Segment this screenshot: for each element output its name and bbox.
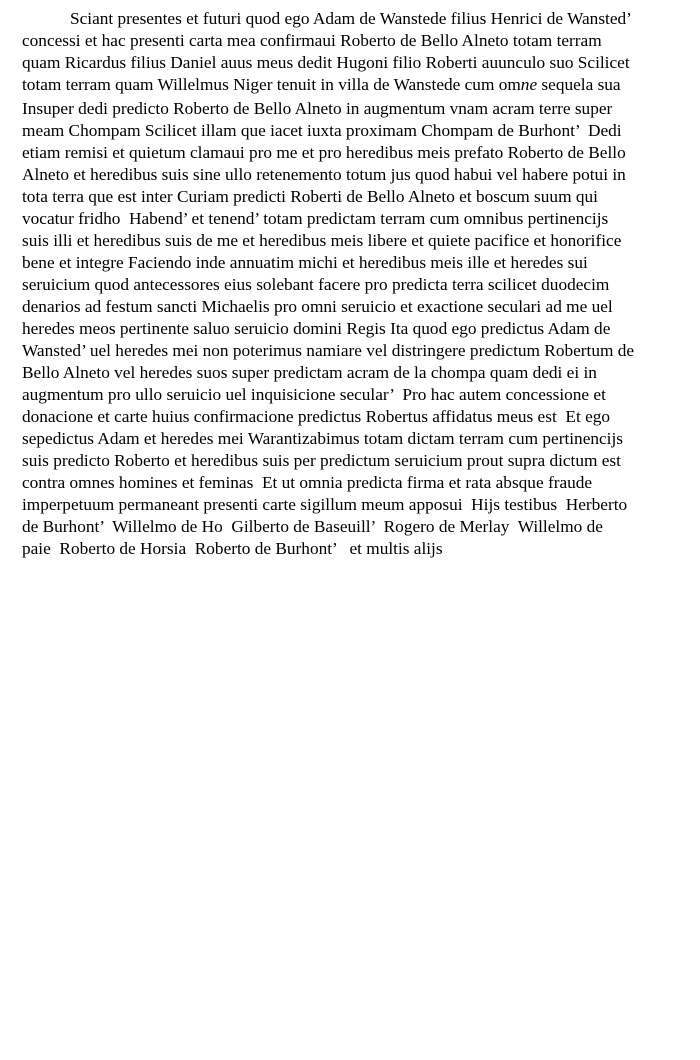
text-line bbox=[22, 472, 592, 494]
line-text: Bello Alneto vel heredes suos super predictam acram de la chompa quam dedi ei in bbox=[22, 363, 597, 382]
text-line bbox=[22, 296, 613, 318]
line-text: quam Ricardus filius Daniel auus meus dedit Hugoni filio Roberti auunculo suo Scilicet bbox=[22, 53, 630, 72]
text-line bbox=[22, 538, 443, 560]
text-line bbox=[70, 8, 632, 30]
line-text: imperpetuum permaneant presenti carte sigillum meum apposui Hijs testibus Herberto bbox=[22, 495, 628, 514]
text-line bbox=[22, 318, 610, 340]
text-line bbox=[22, 142, 626, 164]
text-line bbox=[22, 98, 612, 120]
text-line bbox=[22, 208, 608, 230]
text-line bbox=[22, 74, 621, 96]
line-text: augmentum pro ullo seruicio uel inquisicione secular’ Pro hac autem concessione et bbox=[22, 385, 606, 404]
line-text: Sciant presentes et futuri quod ego Adam de Wanstede filius Henrici de Wansted’ bbox=[70, 9, 632, 28]
text-line bbox=[22, 450, 621, 472]
line-text: denarios ad festum sancti Michaelis pro omni seruicio et exactione seculari ad me uel bbox=[22, 297, 613, 316]
line-text: donacione et carte huius confirmacione predictus Robertus affidatus meus est Et ego bbox=[22, 407, 611, 426]
text-line bbox=[22, 186, 598, 208]
line-text: heredes meos pertinente saluo seruicio domini Regis Ita quod ego predictus Adam de bbox=[22, 319, 611, 338]
line-text: tota terra que est inter Curiam predicti Roberti de Bello Alneto et boscum suum qui bbox=[22, 187, 598, 206]
line-text: sequela sua bbox=[537, 75, 621, 94]
line-text-italic: ne bbox=[520, 75, 538, 94]
text-line bbox=[22, 362, 597, 384]
text-line bbox=[22, 230, 621, 252]
line-text: meam Chompam Scilicet illam que iacet iuxta proximam Chompam de Burhont’ Dedi bbox=[22, 121, 622, 140]
line-text: seruicium quod antecessores eius solebant facere pro predicta terra scilicet duodecim bbox=[22, 275, 610, 294]
line-text: bene et integre Faciendo inde annuatim michi et heredibus meis ille et heredes sui bbox=[22, 253, 588, 272]
text-line bbox=[22, 516, 603, 538]
text-line bbox=[22, 384, 606, 406]
line-text: totam terram quam Willelmus Niger tenuit in villa de Wanstede cum om bbox=[22, 75, 521, 94]
text-line bbox=[22, 164, 626, 186]
text-line bbox=[22, 30, 602, 52]
line-text: Alneto et heredibus suis sine ullo retenemento totum jus quod habui vel habere potui in bbox=[22, 165, 626, 184]
line-text: paie Roberto de Horsia Roberto de Burhont’ et multis alijs bbox=[22, 539, 443, 558]
line-text: etiam remisi et quietum clamaui pro me et pro heredibus meis prefato Roberto de Bello bbox=[22, 143, 626, 162]
text-line bbox=[22, 494, 627, 516]
line-text: contra omnes homines et feminas Et ut omnia predicta firma et rata absque fraude bbox=[22, 473, 593, 492]
line-text: suis predicto Roberto et heredibus suis per predictum seruicium prout supra dictum est bbox=[22, 451, 621, 470]
text-line bbox=[22, 274, 609, 296]
line-text: suis illi et heredibus suis de me et heredibus meis libere et quiete pacifice et honorifice bbox=[22, 231, 622, 250]
text-line bbox=[22, 52, 630, 74]
line-text: de Burhont’ Willelmo de Ho Gilberto de Baseuill’ Rogero de Merlay Willelmo de bbox=[22, 517, 603, 536]
text-line bbox=[22, 428, 623, 450]
line-text: Wansted’ uel heredes mei non poterimus namiare vel distringere predictum Robertum de bbox=[22, 341, 635, 360]
text-line bbox=[22, 120, 622, 142]
line-text: sepedictus Adam et heredes mei Warantizabimus totam dictam terram cum pertinencijs bbox=[22, 429, 624, 448]
line-text: Insuper dedi predicto Roberto de Bello Alneto in augmentum vnam acram terre super bbox=[22, 99, 613, 118]
text-line bbox=[22, 252, 588, 274]
text-line bbox=[22, 340, 634, 362]
line-text: concessi et hac presenti carta mea confirmaui Roberto de Bello Alneto totam terram bbox=[22, 31, 602, 50]
text-line bbox=[22, 406, 610, 428]
line-text: vocatur fridho Habend’ et tenend’ totam predictam terram cum omnibus pertinencijs bbox=[22, 209, 609, 228]
